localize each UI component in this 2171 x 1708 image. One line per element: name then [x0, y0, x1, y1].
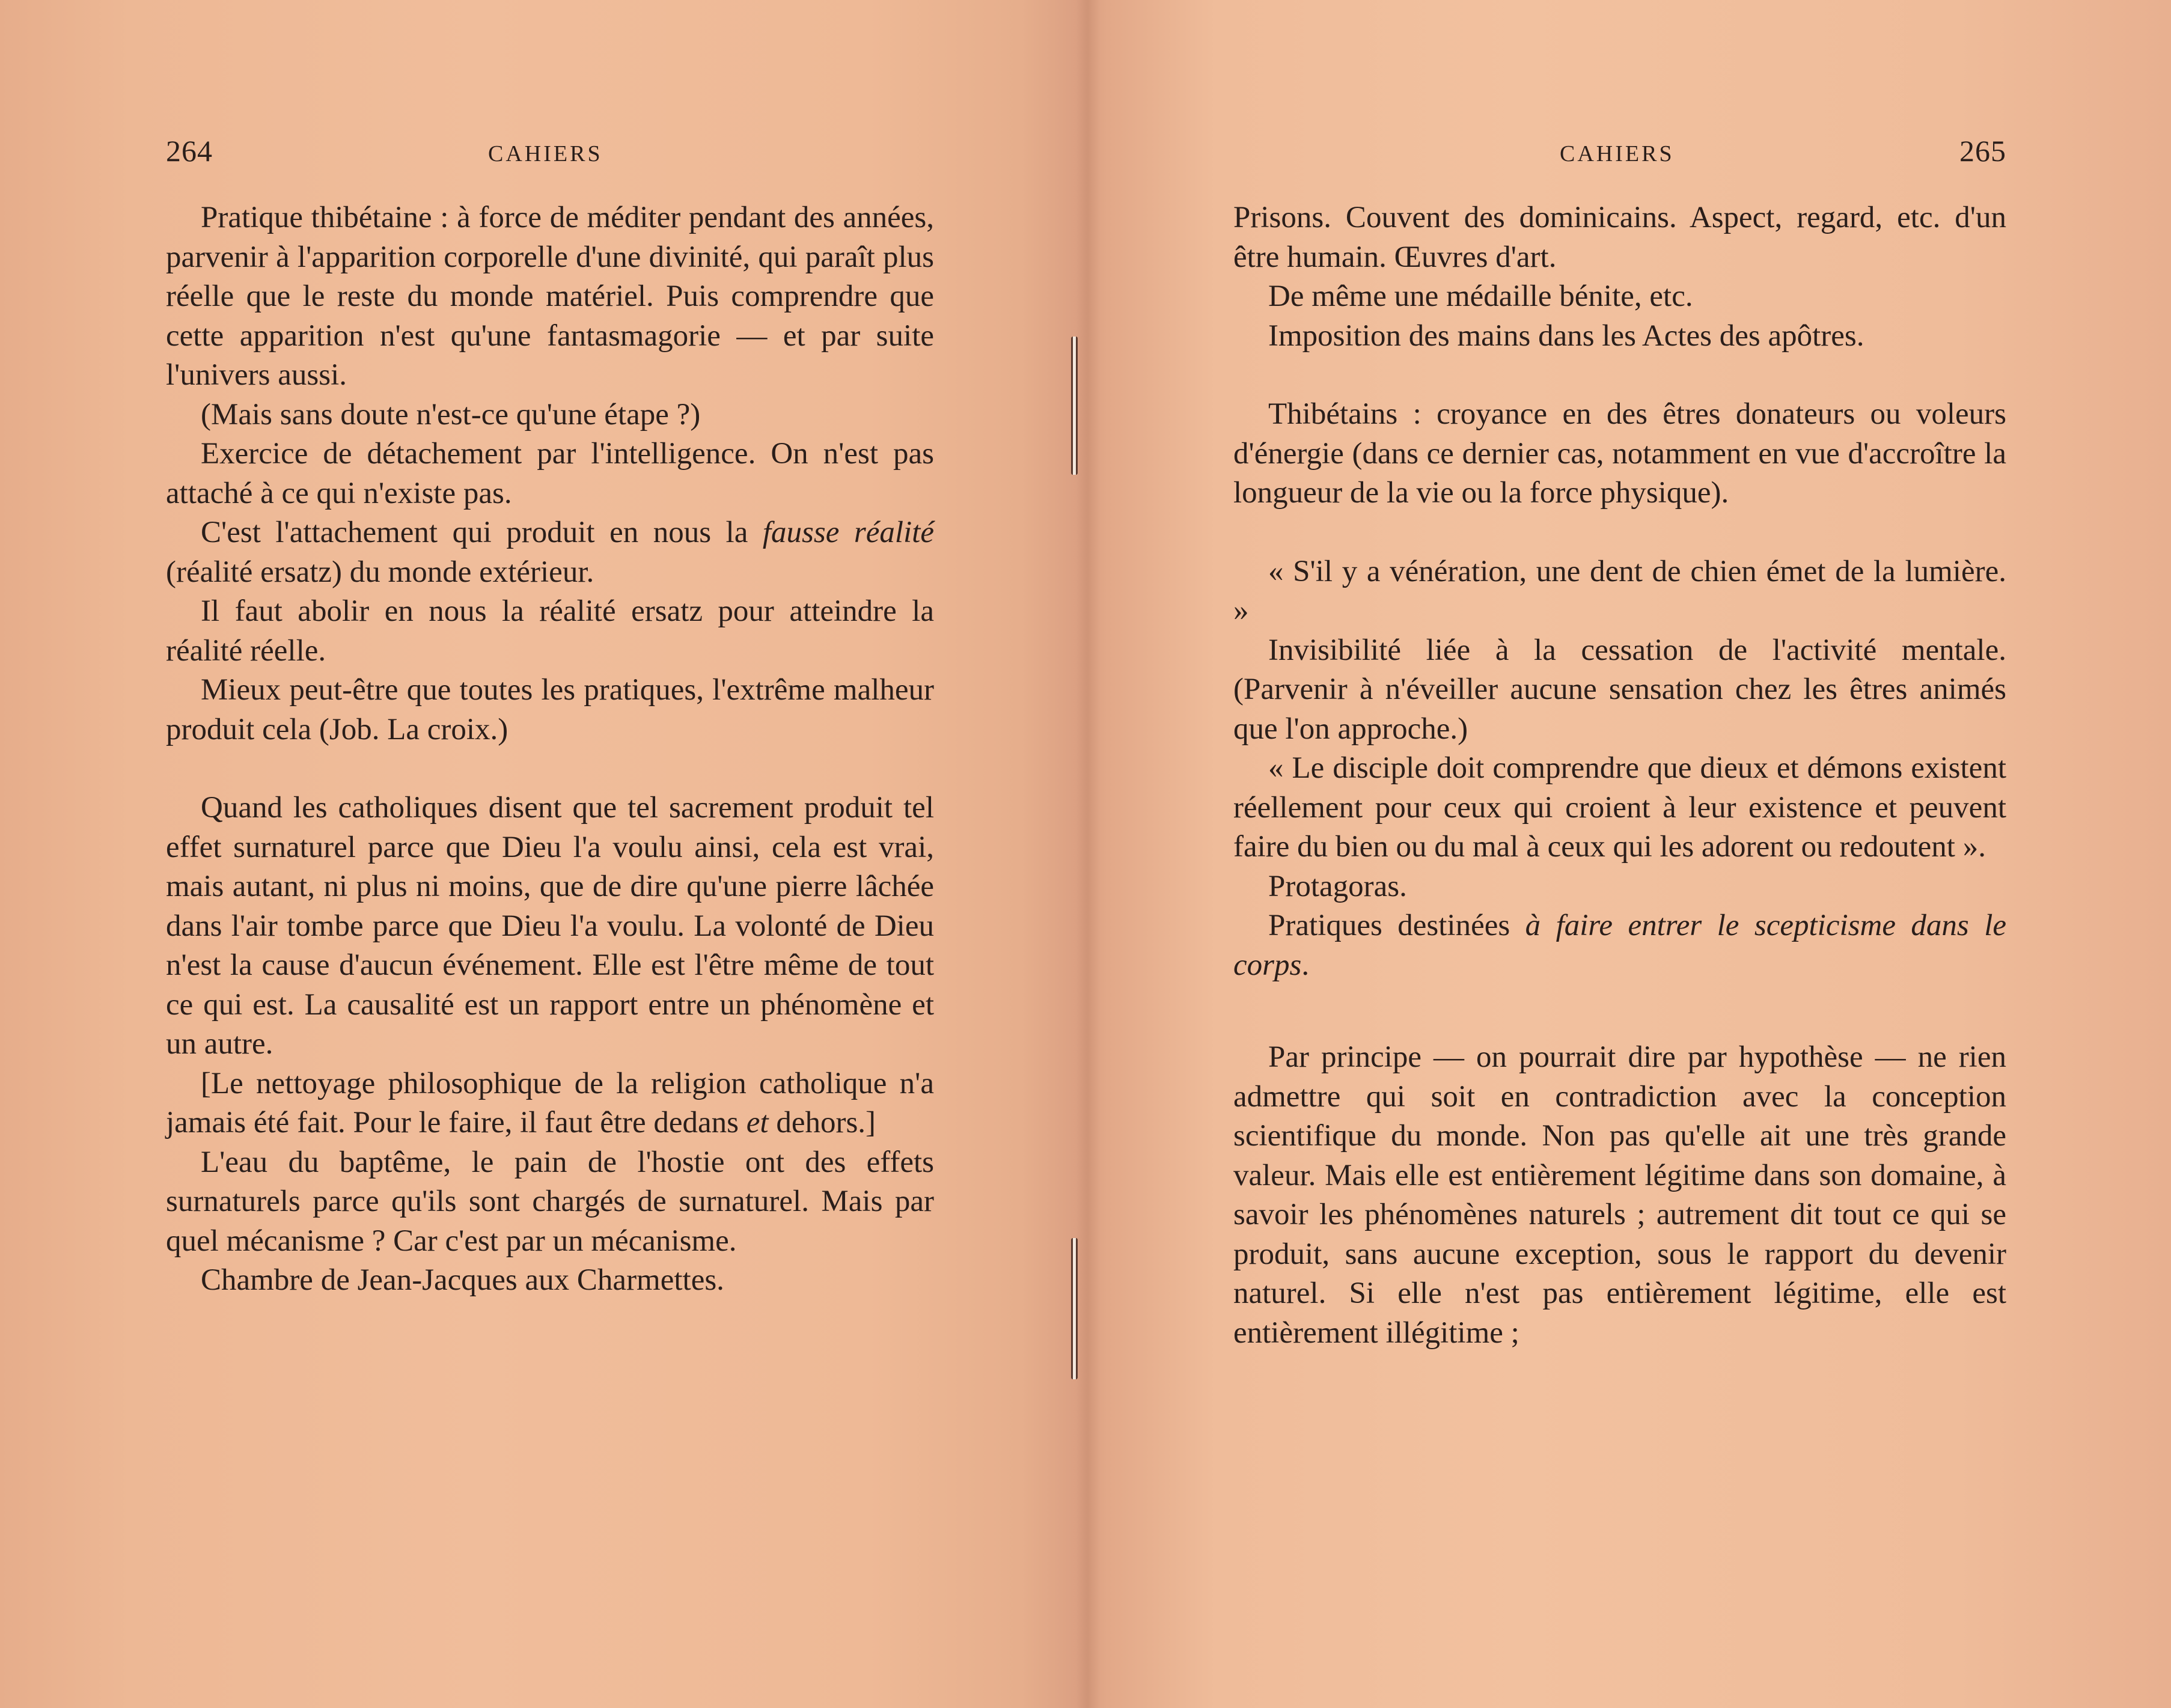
right-page — [1233, 0, 2006, 1708]
paragraph: Invisibilité liée à la cessation de l'activité mentale. (Parvenir à n'éveiller aucune sensation chez les êtres animés que l'on approche.) — [1233, 633, 2006, 746]
page-header — [166, 133, 934, 181]
paragraph: Exercice de détachement par l'intelligence. On n'est pas attaché à ce qui n'existe pas. — [166, 437, 934, 510]
paragraph: Chambre de Jean-Jacques aux Charmettes. — [201, 1263, 724, 1297]
page-header — [1233, 133, 2006, 181]
binding-stitch — [1071, 1238, 1078, 1379]
paragraph: L'eau du baptême, le pain de l'hostie ont des effets surnaturels parce qu'ils sont chargés de surnaturel. Mais par quel mécanisme ? Car c'est par un mécanisme. — [166, 1145, 934, 1258]
paragraph: Prisons. Couvent des dominicains. Aspect, regard, etc. d'un être humain. Œuvres d'art. — [1233, 201, 2006, 274]
italic-phrase: à faire entrer le scepticisme dans le corps — [1233, 909, 2006, 982]
paragraph: De même une médaille bénite, etc. — [1268, 279, 1693, 313]
paragraph: Imposition des mains dans les Actes des apôtres. — [1268, 319, 1864, 353]
left-page — [166, 0, 934, 1708]
binding-stitch — [1071, 337, 1078, 475]
book-spine — [1076, 0, 1100, 1708]
running-head: CAHIERS — [488, 141, 603, 166]
running-head: CAHIERS — [1560, 141, 1675, 166]
page-body — [1233, 198, 2006, 1353]
paragraph: Protagoras. — [1268, 869, 1407, 903]
paragraph: Pratique thibétaine : à force de méditer pendant des années, parvenir à l'apparition corporelle d'une divinité, qui paraît plus réelle que le reste du monde matériel. Puis comprendre que cette apparition n'est qu'une fantasmagorie — et par suite l'univers aussi. — [166, 201, 934, 392]
paragraph: (Mais sans doute n'est-ce qu'une étape ?) — [201, 397, 701, 432]
paragraph: Il faut abolir en nous la réalité ersatz pour atteindre la réalité réelle. — [166, 594, 934, 668]
paragraph: Pratiques destinées à faire entrer le scepticisme dans le corps. — [1233, 909, 2006, 982]
page-number: 264 — [166, 134, 213, 168]
page-number: 265 — [1959, 134, 2006, 168]
paragraph: « S'il y a vénération, une dent de chien émet de la lumière. » — [1233, 554, 2006, 627]
paragraph: [Le nettoyage philosophique de la religion catholique n'a jamais été fait. Pour le faire, il faut être dedans et dehors.] — [166, 1066, 934, 1139]
italic-phrase: fausse réalité — [762, 516, 934, 549]
paragraph: Par principe — on pourrait dire par hypothèse — ne rien admettre qui soit en contradiction avec la conception scientifique du monde. Non pas qu'elle ait une très grande valeur. Mais elle est entièrement légitime dans son domaine, à savoir les phénomènes naturels ; autrement dit tout ce qui se produit, sans aucune exception, sous le rapport du devenir naturel. Si elle n'est pas entièrement légitime, elle est entièrement illégitime ; — [1233, 1040, 2006, 1350]
paragraph: C'est l'attachement qui produit en nous la fausse réalité (réalité ersatz) du monde extérieur. — [166, 516, 934, 589]
paragraph: Thibétains : croyance en des êtres donateurs ou voleurs d'énergie (dans ce dernier cas, notamment en vue d'accroître la longueur de la vie ou la force physique). — [1233, 397, 2006, 510]
page-body — [166, 198, 934, 1301]
paragraph: « Le disciple doit comprendre que dieux et démons existent réellement pour ceux qui croient à leur existence et peuvent faire du bien ou du mal à ceux qui les adorent ou redoutent ». — [1233, 751, 2006, 864]
paragraph: Mieux peut-être que toutes les pratiques, l'extrême malheur produit cela (Job. La croix.) — [166, 673, 934, 746]
italic-word: et — [746, 1106, 769, 1139]
paragraph: Quand les catholiques disent que tel sacrement produit tel effet surnaturel parce que Dieu l'a voulu ainsi, cela est vrai, mais autant, ni plus ni moins, que de dire qu'une pierre lâchée dans l'air tombe parce que Dieu l'a voulu. La volonté de Dieu n'est la cause d'aucun événement. Elle est l'être même de tout ce qui est. La causalité est un rapport entre un phénomène et un autre. — [166, 791, 934, 1061]
